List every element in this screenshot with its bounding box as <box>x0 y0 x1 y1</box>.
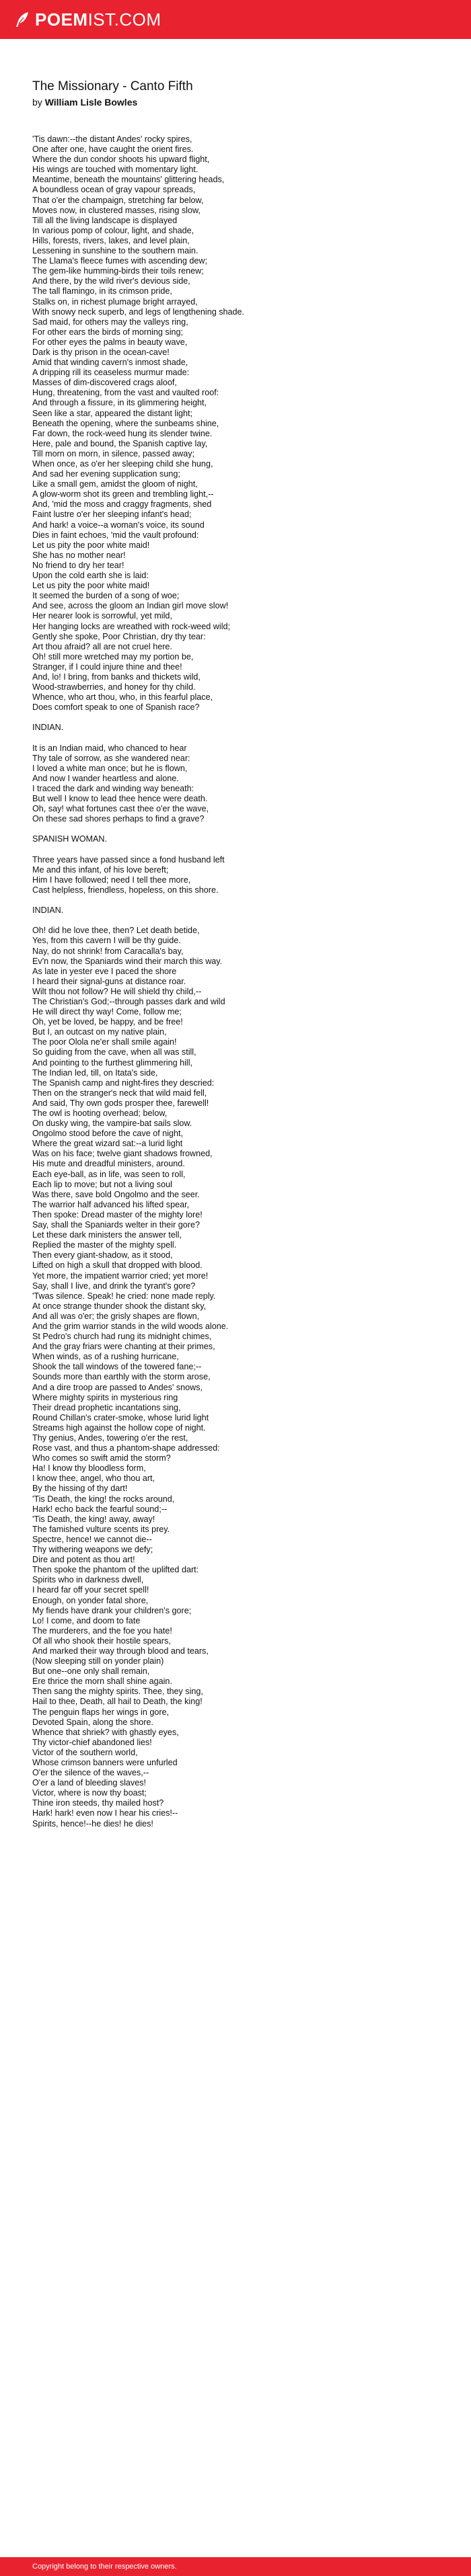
poem-line: Spirits who in darkness dwell, <box>32 1575 144 1585</box>
poem-line: It seemed the burden of a song of woe; <box>32 591 180 601</box>
copyright-text: Copyright belong to their respective owners. <box>32 2563 177 2571</box>
poem-line: The Indian led, till, on Itata's side, <box>32 1068 158 1078</box>
poem-line: Wilt thou not follow? He will shield thy child,-- <box>32 986 202 996</box>
poem-line: A dripping rill its ceaseless murmur made: <box>32 368 190 378</box>
poem-line: Nay, do not shrink! from Caracalla's bay, <box>32 946 184 956</box>
poem-line: Three years have passed since a fond husband left <box>32 854 225 864</box>
poem-line: Round Chillan's crater-smoke, whose lurid light <box>32 1412 209 1422</box>
poem-title: The Missionary - Canto Fifth <box>32 79 193 93</box>
poem-line: Lo! I come, and doom to fate <box>32 1615 141 1625</box>
poem-line: Thy victor-chief abandoned lies! <box>32 1737 152 1747</box>
poem-line: Till morn on morn, in silence, passed away; <box>32 448 195 458</box>
poem-line: That o'er the champaign, stretching far below, <box>32 195 204 205</box>
poem-line: A boundless ocean of gray vapour spreads, <box>32 185 196 195</box>
site-header <box>0 0 471 39</box>
poem-line: But well I know to lead thee hence were death. <box>32 794 208 804</box>
poem-line <box>32 895 463 905</box>
poem-line: Whence that shriek? with ghastly eyes, <box>32 1727 179 1737</box>
poem-line: Victor, where is now thy boast; <box>32 1788 147 1798</box>
poem-line: And the grim warrior stands in the wild woods alone. <box>32 1321 229 1331</box>
poem-line: Yet more, the impatient warrior cried; yet more! <box>32 1271 209 1281</box>
poem-line: I know thee, angel, who thou art, <box>32 1474 155 1484</box>
poem-line: Her hanging locks are wreathed with rock-weed wild; <box>32 621 230 631</box>
poem-line: Then spoke the phantom of the uplifted dart: <box>32 1565 199 1575</box>
poem-line: And see, across the gloom an Indian girl move slow! <box>32 601 229 611</box>
poem-line: 'Tis Death, the king! away, away! <box>32 1514 155 1524</box>
poem-line <box>32 713 463 723</box>
poem-line: Far down, the rock-weed hung its slender twine. <box>32 428 213 438</box>
poem-line: Lessening in sunshine to the southern main. <box>32 246 198 256</box>
poem-line: No friend to dry her tear! <box>32 560 124 570</box>
poem-line: The Christian's God;--through passes dark and wild <box>32 996 225 1006</box>
poem-line: Ha! I know thy bloodless form, <box>32 1463 146 1474</box>
poem-line: Whence, who art thou, who, in this fearful place, <box>32 692 213 702</box>
poem-line: For other eyes the palms in beauty wave, <box>32 337 188 347</box>
poem-line: So guiding from the cave, when all was still, <box>32 1047 196 1057</box>
poem-line: Each eye-ball, as in life, was seen to roll, <box>32 1169 186 1179</box>
poem-line: And there, by the wild river's devious side, <box>32 276 190 286</box>
poem-line: 'Twas silence. Speak! he cried: none made reply. <box>32 1291 216 1301</box>
poem-line: Sad maid, for others may the valleys ring, <box>32 317 188 327</box>
poem-line: The owl is hooting overhead; below, <box>32 1109 168 1118</box>
poem-line: Then every giant-shadow, as it stood, <box>32 1250 173 1260</box>
poem-line: Dark is thy prison in the ocean-cave! <box>32 347 170 357</box>
poem-line: I heard their signal-guns at distance roar. <box>32 976 186 986</box>
site-logo[interactable] <box>13 9 161 30</box>
poem-line: A glow-worm shot its green and trembling light,-- <box>32 489 214 499</box>
poem-line: The famished vulture scents its prey. <box>32 1524 170 1534</box>
poem-line: Yes, from this cavern I will be thy guide. <box>32 936 181 946</box>
poem-line: Till all the living landscape is displayed <box>32 215 178 225</box>
poem-line: Cast helpless, friendless, hopeless, on this shore. <box>32 885 219 895</box>
poem-line: Say, shall I live, and drink the tyrant's gore? <box>32 1281 196 1291</box>
poem-line: Then on the stranger's neck that wild maid fell, <box>32 1088 207 1098</box>
poem-line: In various pomp of colour, light, and shade, <box>32 225 194 235</box>
poem-line: And all was o'er; the grisly shapes are flown, <box>32 1311 200 1321</box>
byline <box>32 95 463 109</box>
poem-line: Replied the master of the mighty spell. <box>32 1240 177 1250</box>
poem-line: The gem-like humming-birds their toils renew; <box>32 266 204 276</box>
poem-line: And now I wander heartless and alone. <box>32 773 179 783</box>
poem-body <box>32 134 463 1829</box>
poem-line: Hung, threatening, from the vast and vaulted roof: <box>32 388 219 398</box>
poem-line: Each lip to move; but not a living soul <box>32 1179 172 1189</box>
poem-line: Thy withering weapons we defy; <box>32 1545 153 1555</box>
poem-line: Ev'n now, the Spaniards wind their march this way. <box>32 956 223 966</box>
poem-line: By the hissing of thy dart! <box>32 1484 128 1494</box>
poem-line: O'er the silence of the waves,-- <box>32 1768 149 1778</box>
poem-line: The Llama's fleece fumes with ascending dew; <box>32 256 208 266</box>
poem-line: St Pedro's church had rung its midnight chimes, <box>32 1332 212 1342</box>
poem-line: Dies in faint echoes, 'mid the vault profound: <box>32 530 199 540</box>
poem-line: But I, an outcast on my native plain, <box>32 1027 167 1037</box>
poem-line: Stranger, if I could injure thine and thee! <box>32 661 182 672</box>
poem-line: I loved a white man once; but he is flown, <box>32 763 188 773</box>
poem-line: Like a small gem, amidst the gloom of night, <box>32 479 198 489</box>
poem-line: (Now sleeping still on yonder plain) <box>32 1656 164 1666</box>
poem-line: Art thou afraid? all are not cruel here. <box>32 641 172 651</box>
poem-line: And sad her evening supplication sung; <box>32 469 180 479</box>
poem-line: Let us pity the poor white maid! <box>32 540 150 550</box>
author-link[interactable]: William Lisle Bowles <box>44 97 138 108</box>
poem-line: She has no mother near! <box>32 550 126 560</box>
poem-line: And said, Thy own gods prosper thee, farewell! <box>32 1098 209 1108</box>
poem-line: Thy tale of sorrow, as she wandered near: <box>32 753 190 763</box>
poem-line: Dire and potent as thou art! <box>32 1555 135 1565</box>
poem-line: Let us pity the poor white maid! <box>32 581 150 591</box>
poem-line: Hills, forests, rivers, lakes, and level plain, <box>32 235 190 245</box>
poem-line: And pointing to the furthest glimmering hill, <box>32 1057 193 1068</box>
poem-line: Ere thrice the morn shall shine again. <box>32 1677 172 1687</box>
poem-line: Spectre, hence! we cannot die-- <box>32 1534 152 1544</box>
poem-line: And, lo! I bring, from banks and thickets wild, <box>32 672 201 682</box>
poem-line: Oh, yet be loved, be happy, and be free! <box>32 1017 183 1027</box>
poem-line <box>32 916 463 926</box>
poem-line: Stalks on, in richest plumage bright arrayed, <box>32 296 198 307</box>
poem-line: His wings are touched with momentary light. <box>32 165 198 175</box>
poem-line: Does comfort speak to one of Spanish race? <box>32 702 200 713</box>
poem-line: And the gray friars were chanting at their primes, <box>32 1342 215 1352</box>
poem-line: Seen like a star, appeared the distant light; <box>32 408 193 418</box>
by-label: by <box>32 97 42 108</box>
poem-line: Hark! echo back the fearful sound;-- <box>32 1504 168 1514</box>
poem-line: Him I have followed; need I tell thee more, <box>32 875 191 885</box>
poem-line: Oh! did he love thee, then? Let death betide, <box>32 926 200 936</box>
poem-line: Was on his face; twelve giant shadows frowned, <box>32 1149 213 1159</box>
poem-line: Amid that winding cavern's inmost shade, <box>32 358 188 368</box>
poem-line: Say, shall the Spaniards welter in their gore? <box>32 1220 200 1230</box>
logo-light: IST.COM <box>87 9 161 30</box>
poem-line: His mute and dreadful ministers, around. <box>32 1159 185 1169</box>
poem-line: Rose vast, and thus a phantom-shape addressed: <box>32 1443 220 1453</box>
poem-line: He will direct thy way! Come, follow me; <box>32 1007 182 1017</box>
poem-line: Whose crimson banners were unfurled <box>32 1758 178 1767</box>
poem-line: And marked their way through blood and tears, <box>32 1646 209 1656</box>
poem-line: And through a fissure, in its glimmering height, <box>32 398 207 408</box>
poem-line: Where the dun condor shoots his upward flight, <box>32 155 210 165</box>
logo-bold: POEM <box>35 9 88 30</box>
site-footer <box>0 2557 471 2576</box>
poem-line: Spirits, hence!--he dies! he dies! <box>32 1818 153 1828</box>
poem-line: Where mighty spirits in mysterious ring <box>32 1392 178 1402</box>
poem-line: O'er a land of bleeding slaves! <box>32 1778 147 1788</box>
poem-line: Then sang the mighty spirits. Thee, they sing, <box>32 1687 203 1697</box>
poem-line: When once, as o'er her sleeping child she hung, <box>32 459 213 469</box>
poem-line: The Spanish camp and night-fires they descried: <box>32 1078 215 1088</box>
poem-line: The penguin flaps her wings in gore, <box>32 1707 170 1717</box>
poem-line: Hark! hark! even now I hear his cries!-- <box>32 1808 178 1818</box>
poem-line: Moves now, in clustered masses, rising slow, <box>32 205 201 215</box>
poem-line: Thine iron steeds, thy mailed host? <box>32 1798 164 1808</box>
poem-line: On these sad shores perhaps to find a grave? <box>32 814 205 824</box>
poem-line: And, 'mid the moss and craggy fragments, shed <box>32 499 212 510</box>
poem-line: The murderers, and the foe you hate! <box>32 1625 172 1636</box>
poem-line: Faint lustre o'er her sleeping infant's head; <box>32 510 192 520</box>
poem-line: Thy genius, Andes, towering o'er the rest, <box>32 1433 188 1443</box>
poem-line: Of all who shook their hostile spears, <box>32 1636 171 1646</box>
poem-line: Her nearer look is sorrowful, yet mild, <box>32 611 172 621</box>
poem-line: Who comes so swift amid the storm? <box>32 1453 171 1463</box>
poem-line: When winds, as of a rushing hurricane, <box>32 1352 179 1362</box>
poem-line: But one--one only shall remain, <box>32 1666 150 1677</box>
poem-line: Ongolmo stood before the cave of night, <box>32 1129 184 1139</box>
poem-line: Shook the tall windows of the towered fane;-- <box>32 1362 202 1372</box>
poem-line: SPANISH WOMAN. <box>32 834 108 844</box>
poem-line: Sounds more than earthly with the storm arose, <box>32 1372 211 1382</box>
poem-line: Upon the cold earth she is laid: <box>32 571 149 581</box>
poem-line: Beneath the opening, where the sunbeams shine, <box>32 418 219 428</box>
poem-line: And a dire troop are passed to Andes' snows, <box>32 1382 203 1392</box>
poem-line: 'Tis Death, the king! the rocks around, <box>32 1494 175 1504</box>
feather-pen-icon <box>13 11 31 28</box>
poem-line: Where the great wizard sat:--a lurid light <box>32 1139 183 1149</box>
poem-line: Masses of dim-discovered crags aloof, <box>32 378 177 388</box>
poem-line: The warrior half advanced his lifted spear, <box>32 1199 190 1209</box>
poem-line: Let these dark ministers the answer tell, <box>32 1230 182 1240</box>
poem-line: Oh! still more wretched may my portion be, <box>32 651 194 661</box>
logo-text <box>35 9 161 30</box>
poem-line: 'Tis dawn:--the distant Andes' rocky spires, <box>32 134 192 144</box>
poem-line: Gently she spoke, Poor Christian, dry thy tear: <box>32 631 206 641</box>
poem-line: I traced the dark and winding way beneath: <box>32 784 194 793</box>
poem-line: And hark! a voice--a woman's voice, its sound <box>32 520 205 530</box>
poem-line: Victor of the southern world, <box>32 1747 138 1757</box>
poem-line: For other ears the birds of morning sing; <box>32 327 183 337</box>
poem-line: Enough, on yonder fatal shore, <box>32 1595 149 1605</box>
poem-line <box>32 733 463 743</box>
poem-line: With snowy neck superb, and legs of lengthening shade. <box>32 307 245 317</box>
poem-line: Was there, save bold Ongolmo and the seer. <box>32 1189 200 1199</box>
poem-line <box>32 824 463 834</box>
poem-line: INDIAN. <box>32 905 64 916</box>
poem-line: Devoted Spain, along the shore. <box>32 1717 153 1727</box>
poem-line: Streams high against the hollow cope of night. <box>32 1422 206 1433</box>
poem-line: Me and this infant, of his love bereft; <box>32 864 169 875</box>
poem-line: My fiends have drank your children's gore; <box>32 1605 192 1615</box>
poem-line: Here, pale and bound, the Spanish captive lay, <box>32 438 208 448</box>
poem-line <box>32 845 463 855</box>
poem-line: INDIAN. <box>32 723 64 733</box>
poem-line: The poor Olola ne'er shall smile again! <box>32 1037 177 1047</box>
poem-line: The tall flamingo, in its crimson pride, <box>32 286 172 296</box>
poem-line: As late in yester eve I paced the shore <box>32 966 177 976</box>
poem-line: Lifted on high a skull that dropped with blood. <box>32 1260 203 1271</box>
poem-line: On dusky wing, the vampire-bat sails slow. <box>32 1119 192 1129</box>
poem-line: Wood-strawberries, and honey for thy child. <box>32 682 196 692</box>
poem-line: Then spoke: Dread master of the mighty lore! <box>32 1209 203 1219</box>
poem-line: Meantime, beneath the mountains' glittering heads, <box>32 175 225 185</box>
poem-line: Hail to thee, Death, all hail to Death, the king! <box>32 1697 203 1707</box>
poem-line: Their dread prophetic incantations sing, <box>32 1402 181 1412</box>
poem-line: It is an Indian maid, who chanced to hear <box>32 743 187 753</box>
poem-line: At once strange thunder shook the distant sky, <box>32 1301 207 1311</box>
poem-line: I heard far off your secret spell! <box>32 1585 149 1595</box>
poem-line: One after one, have caught the orient fires. <box>32 145 194 155</box>
poem-line: Oh, say! what fortunes cast thee o'er the wave, <box>32 804 209 814</box>
poem-content <box>32 79 463 1829</box>
